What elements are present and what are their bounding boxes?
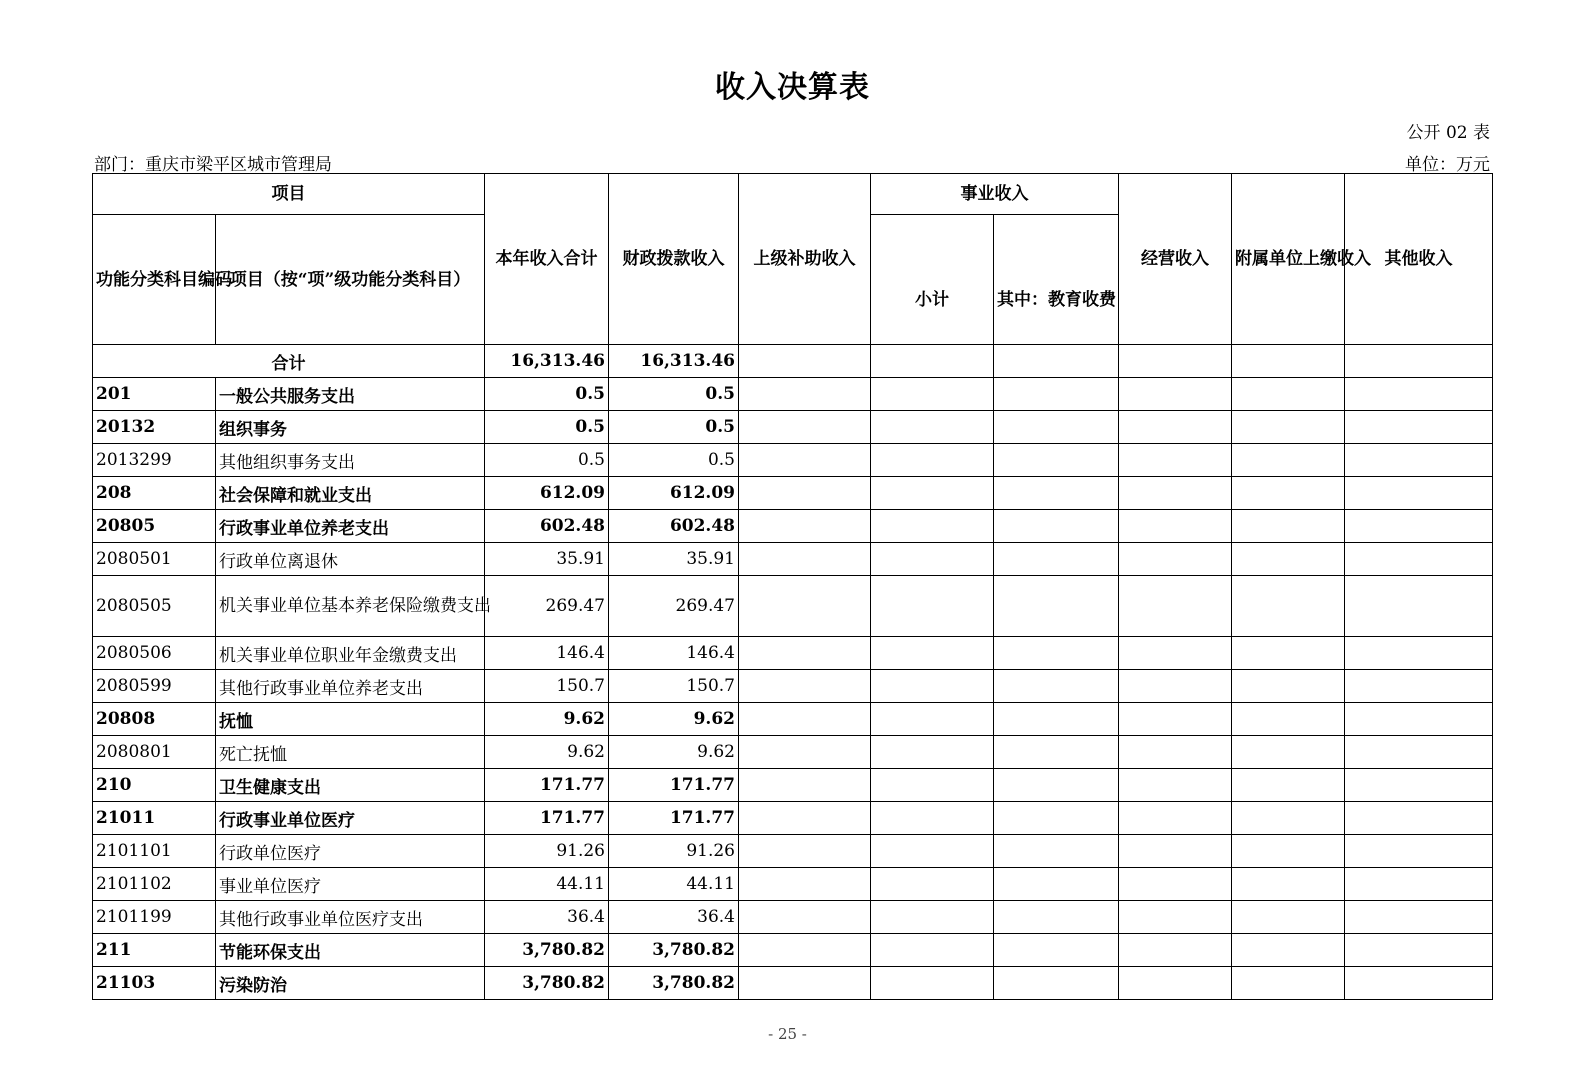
empty-cell — [739, 543, 871, 576]
empty-cell — [871, 934, 994, 967]
department-label: 部门：重庆市梁平区城市管理局 — [94, 155, 332, 175]
empty-cell — [1345, 345, 1493, 378]
row-fiscal: 171.77 — [609, 802, 739, 835]
empty-cell — [871, 868, 994, 901]
row-code: 21103 — [93, 967, 216, 1000]
empty-cell — [1119, 444, 1232, 477]
header-superior: 上级补助收入 — [739, 174, 871, 345]
row-code: 2101199 — [93, 901, 216, 934]
header-education: 其中：教育收费 — [994, 215, 1119, 345]
row-code: 201 — [93, 378, 216, 411]
empty-cell — [1119, 901, 1232, 934]
row-total: 146.4 — [485, 637, 609, 670]
row-name: 行政单位离退休 — [216, 543, 485, 576]
empty-cell — [1119, 670, 1232, 703]
row-fiscal: 602.48 — [609, 510, 739, 543]
empty-cell — [1345, 703, 1493, 736]
row-fiscal: 0.5 — [609, 411, 739, 444]
empty-cell — [1345, 543, 1493, 576]
empty-cell — [739, 868, 871, 901]
row-code: 210 — [93, 769, 216, 802]
page-title: 收入决算表 — [715, 70, 870, 105]
unit-label: 单位：万元 — [1405, 155, 1490, 175]
empty-cell — [1119, 637, 1232, 670]
empty-cell — [871, 835, 994, 868]
table-row — [93, 477, 1493, 510]
empty-cell — [1232, 378, 1345, 411]
empty-cell — [739, 411, 871, 444]
header-other: 其他收入 — [1345, 174, 1493, 345]
row-total: 0.5 — [485, 411, 609, 444]
empty-cell — [994, 411, 1119, 444]
empty-cell — [1345, 477, 1493, 510]
table-row — [93, 868, 1493, 901]
row-code: 2013299 — [93, 444, 216, 477]
empty-cell — [1345, 901, 1493, 934]
empty-cell — [871, 670, 994, 703]
empty-cell — [1232, 802, 1345, 835]
empty-cell — [1119, 345, 1232, 378]
empty-cell — [871, 802, 994, 835]
row-fiscal: 36.4 — [609, 901, 739, 934]
row-total: 171.77 — [485, 802, 609, 835]
form-number: 公开 02 表 — [1406, 123, 1490, 143]
row-code: 21011 — [93, 802, 216, 835]
row-total: 602.48 — [485, 510, 609, 543]
empty-cell — [994, 543, 1119, 576]
row-total: 91.26 — [485, 835, 609, 868]
row-name: 行政单位医疗 — [216, 835, 485, 868]
row-total: 0.5 — [485, 378, 609, 411]
empty-cell — [994, 703, 1119, 736]
empty-cell — [1345, 411, 1493, 444]
row-fiscal: 3,780.82 — [609, 967, 739, 1000]
empty-cell — [1232, 934, 1345, 967]
empty-cell — [871, 345, 994, 378]
empty-cell — [1345, 378, 1493, 411]
row-name: 其他行政事业单位养老支出 — [216, 670, 485, 703]
empty-cell — [1345, 444, 1493, 477]
empty-cell — [739, 703, 871, 736]
empty-cell — [1119, 868, 1232, 901]
empty-cell — [739, 510, 871, 543]
row-total: 150.7 — [485, 670, 609, 703]
row-code: 20132 — [93, 411, 216, 444]
empty-cell — [1232, 868, 1345, 901]
empty-cell — [994, 510, 1119, 543]
empty-cell — [994, 345, 1119, 378]
empty-cell — [994, 835, 1119, 868]
row-code: 20805 — [93, 510, 216, 543]
empty-cell — [871, 543, 994, 576]
row-total: 269.47 — [485, 576, 609, 637]
row-code: 208 — [93, 477, 216, 510]
empty-cell — [1345, 802, 1493, 835]
row-code: 2080501 — [93, 543, 216, 576]
empty-cell — [1232, 670, 1345, 703]
row-name: 行政事业单位医疗 — [216, 802, 485, 835]
row-code: 211 — [93, 934, 216, 967]
empty-cell — [1119, 769, 1232, 802]
empty-cell — [871, 637, 994, 670]
empty-cell — [994, 967, 1119, 1000]
row-name: 其他组织事务支出 — [216, 444, 485, 477]
empty-cell — [1345, 637, 1493, 670]
table-row — [93, 378, 1493, 411]
total-label: 合计 — [93, 345, 485, 378]
row-code: 2101101 — [93, 835, 216, 868]
row-code: 20808 — [93, 703, 216, 736]
empty-cell — [1232, 901, 1345, 934]
row-fiscal: 0.5 — [609, 378, 739, 411]
empty-cell — [1119, 934, 1232, 967]
table-row — [93, 543, 1493, 576]
empty-cell — [739, 576, 871, 637]
row-name: 节能环保支出 — [216, 934, 485, 967]
empty-cell — [994, 670, 1119, 703]
row-name: 社会保障和就业支出 — [216, 477, 485, 510]
table-row — [93, 835, 1493, 868]
table-row — [93, 576, 1493, 637]
table-row — [93, 736, 1493, 769]
empty-cell — [871, 576, 994, 637]
row-fiscal: 44.11 — [609, 868, 739, 901]
table-row — [93, 934, 1493, 967]
row-fiscal: 0.5 — [609, 444, 739, 477]
empty-cell — [1232, 345, 1345, 378]
income-table — [92, 173, 1493, 1000]
empty-cell — [739, 901, 871, 934]
row-total: 9.62 — [485, 736, 609, 769]
empty-cell — [1345, 868, 1493, 901]
header-business: 事业收入 — [871, 174, 1119, 215]
empty-cell — [739, 477, 871, 510]
empty-cell — [739, 967, 871, 1000]
empty-cell — [1119, 703, 1232, 736]
empty-cell — [739, 802, 871, 835]
empty-cell — [871, 736, 994, 769]
row-total: 171.77 — [485, 769, 609, 802]
empty-cell — [994, 736, 1119, 769]
empty-cell — [1345, 510, 1493, 543]
table-row — [93, 411, 1493, 444]
empty-cell — [1345, 967, 1493, 1000]
row-fiscal: 150.7 — [609, 670, 739, 703]
empty-cell — [871, 444, 994, 477]
empty-cell — [871, 769, 994, 802]
row-code: 2080801 — [93, 736, 216, 769]
row-total: 44.11 — [485, 868, 609, 901]
row-code: 2080505 — [93, 576, 216, 637]
header-code: 功能分类科目编码 — [93, 215, 216, 345]
table-row — [93, 769, 1493, 802]
empty-cell — [1232, 510, 1345, 543]
row-fiscal: 612.09 — [609, 477, 739, 510]
empty-cell — [1345, 835, 1493, 868]
empty-cell — [739, 637, 871, 670]
row-name: 机关事业单位职业年金缴费支出 — [216, 637, 485, 670]
empty-cell — [1232, 835, 1345, 868]
empty-cell — [994, 444, 1119, 477]
header-operating: 经营收入 — [1119, 174, 1232, 345]
header-subtotal: 小计 — [871, 215, 994, 345]
empty-cell — [994, 868, 1119, 901]
header-affiliated: 附属单位上缴收入 — [1232, 174, 1345, 345]
empty-cell — [871, 901, 994, 934]
empty-cell — [1119, 378, 1232, 411]
empty-cell — [1119, 802, 1232, 835]
empty-cell — [1232, 576, 1345, 637]
row-name: 事业单位医疗 — [216, 868, 485, 901]
header-fiscal: 财政拨款收入 — [609, 174, 739, 345]
empty-cell — [1119, 736, 1232, 769]
header-project: 项目 — [93, 174, 485, 215]
row-total: 0.5 — [485, 444, 609, 477]
empty-cell — [1232, 543, 1345, 576]
empty-cell — [1345, 736, 1493, 769]
empty-cell — [994, 934, 1119, 967]
empty-cell — [1345, 934, 1493, 967]
empty-cell — [994, 901, 1119, 934]
row-total: 9.62 — [485, 703, 609, 736]
empty-cell — [739, 769, 871, 802]
empty-cell — [739, 444, 871, 477]
row-total: 612.09 — [485, 477, 609, 510]
header-total: 本年收入合计 — [485, 174, 609, 345]
empty-cell — [1345, 769, 1493, 802]
row-fiscal: 3,780.82 — [609, 934, 739, 967]
page-number: - 25 - — [768, 1025, 807, 1043]
row-name: 组织事务 — [216, 411, 485, 444]
row-code: 2080599 — [93, 670, 216, 703]
row-fiscal: 91.26 — [609, 835, 739, 868]
row-name: 抚恤 — [216, 703, 485, 736]
row-code: 2080506 — [93, 637, 216, 670]
empty-cell — [871, 510, 994, 543]
row-name: 一般公共服务支出 — [216, 378, 485, 411]
empty-cell — [1232, 736, 1345, 769]
empty-cell — [1345, 576, 1493, 637]
total-sum: 16,313.46 — [485, 345, 609, 378]
empty-cell — [1232, 444, 1345, 477]
table-row — [93, 901, 1493, 934]
empty-cell — [1119, 835, 1232, 868]
empty-cell — [1119, 510, 1232, 543]
empty-cell — [994, 637, 1119, 670]
empty-cell — [1232, 967, 1345, 1000]
row-name: 机关事业单位基本养老保险缴费支出 — [216, 576, 485, 637]
empty-cell — [1232, 411, 1345, 444]
empty-cell — [739, 378, 871, 411]
empty-cell — [1119, 576, 1232, 637]
empty-cell — [871, 967, 994, 1000]
row-fiscal: 9.62 — [609, 736, 739, 769]
empty-cell — [1232, 703, 1345, 736]
empty-cell — [871, 703, 994, 736]
row-total: 35.91 — [485, 543, 609, 576]
empty-cell — [871, 477, 994, 510]
row-name: 死亡抚恤 — [216, 736, 485, 769]
row-fiscal: 171.77 — [609, 769, 739, 802]
empty-cell — [1119, 411, 1232, 444]
table-row — [93, 802, 1493, 835]
empty-cell — [871, 411, 994, 444]
empty-cell — [1345, 670, 1493, 703]
row-total: 36.4 — [485, 901, 609, 934]
empty-cell — [739, 345, 871, 378]
empty-cell — [739, 670, 871, 703]
row-name: 行政事业单位养老支出 — [216, 510, 485, 543]
empty-cell — [1232, 769, 1345, 802]
empty-cell — [739, 835, 871, 868]
table-row — [93, 444, 1493, 477]
empty-cell — [994, 802, 1119, 835]
empty-cell — [739, 934, 871, 967]
empty-cell — [994, 769, 1119, 802]
row-fiscal: 9.62 — [609, 703, 739, 736]
row-fiscal: 146.4 — [609, 637, 739, 670]
empty-cell — [1119, 967, 1232, 1000]
table-row — [93, 637, 1493, 670]
row-name: 污染防治 — [216, 967, 485, 1000]
total-fiscal: 16,313.46 — [609, 345, 739, 378]
row-name: 卫生健康支出 — [216, 769, 485, 802]
empty-cell — [739, 736, 871, 769]
table-row — [93, 967, 1493, 1000]
empty-cell — [1232, 477, 1345, 510]
row-fiscal: 269.47 — [609, 576, 739, 637]
empty-cell — [994, 477, 1119, 510]
empty-cell — [871, 378, 994, 411]
table-row — [93, 510, 1493, 543]
row-code: 2101102 — [93, 868, 216, 901]
row-total: 3,780.82 — [485, 934, 609, 967]
row-total: 3,780.82 — [485, 967, 609, 1000]
empty-cell — [1119, 543, 1232, 576]
row-name: 其他行政事业单位医疗支出 — [216, 901, 485, 934]
table-row — [93, 670, 1493, 703]
header-name: 项目（按“项”级功能分类科目） — [216, 215, 485, 345]
empty-cell — [1232, 637, 1345, 670]
table-row — [93, 703, 1493, 736]
row-fiscal: 35.91 — [609, 543, 739, 576]
empty-cell — [994, 576, 1119, 637]
empty-cell — [1119, 477, 1232, 510]
empty-cell — [994, 378, 1119, 411]
